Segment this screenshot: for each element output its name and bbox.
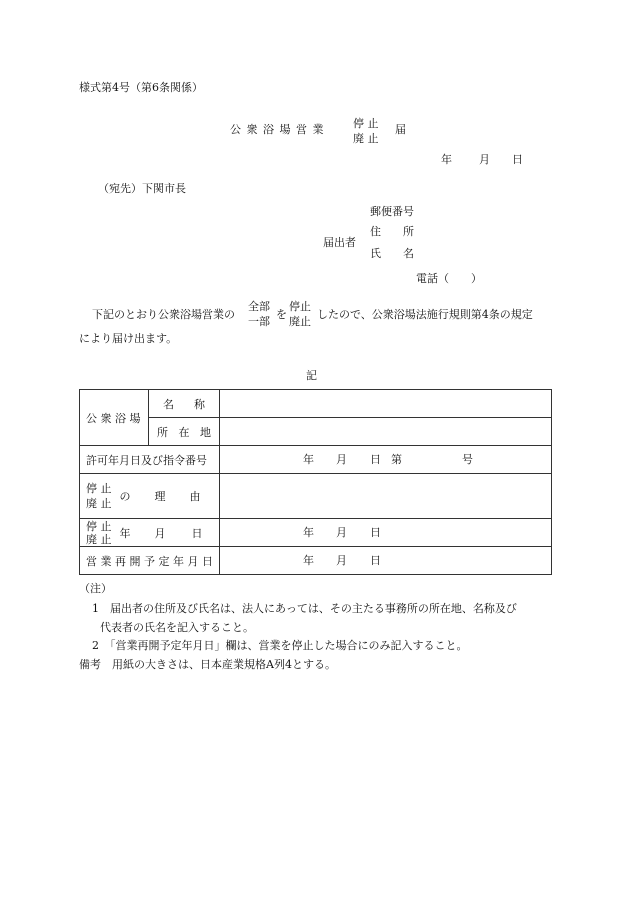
phone-label: 電話（ ） — [416, 272, 482, 285]
permit-field[interactable]: 年 月 日 第 号 — [220, 446, 552, 474]
table-row — [80, 519, 552, 547]
title-prefix: 公 衆 浴 場 営 業 — [230, 123, 325, 136]
action-stop: 停止 — [289, 300, 311, 313]
scope-choice — [248, 299, 270, 329]
ki-heading: 記 — [306, 369, 317, 382]
form-number: 様式第4号（第6条関係） — [79, 81, 203, 94]
postal-code-label: 郵便番号 — [370, 205, 414, 218]
notes-heading: （注） — [79, 582, 112, 595]
applicant-group-label: 届出者 — [323, 236, 356, 249]
date-day-label: 日 — [512, 153, 523, 166]
title-stop-abolish — [353, 116, 379, 146]
table-row — [80, 390, 552, 418]
name-label: 氏 名 — [370, 247, 414, 260]
statement-lead: 下記のとおり公衆浴場営業の — [92, 308, 235, 321]
note-1: 1 届出者の住所及び氏名は、法人にあっては、その主たる事務所の所在地、名称及び — [92, 602, 517, 615]
table-row — [80, 474, 552, 519]
remark: 備考 用紙の大きさは、日本産業規格A列4とする。 — [79, 658, 336, 671]
location-field[interactable] — [220, 418, 552, 446]
reopen-date-label: 営 業 再 開 予 定 年 月 日 — [80, 547, 220, 575]
reopen-date-field[interactable]: 年 月 日 — [220, 547, 552, 575]
address-label: 住 所 — [370, 225, 414, 238]
action-choice — [289, 299, 311, 329]
title-abolish: 廃 止 — [353, 132, 379, 145]
title-stop: 停 止 — [353, 117, 379, 130]
date-year-label: 年 — [441, 153, 452, 166]
statement-particle: を — [276, 308, 287, 321]
note-2: 2 「営業再開予定年月日」欄は、営業を停止した場合にのみ記入すること。 — [92, 639, 468, 652]
location-label: 所 在 地 — [149, 418, 220, 446]
reason-field[interactable] — [220, 474, 552, 519]
title-suffix: 届 — [395, 123, 406, 136]
statement-tail: したので、公衆浴場法施行規則第4条の規定 — [317, 308, 533, 321]
reason-label: 停 止 廃 止 の 理 由 — [80, 474, 220, 519]
table-row — [80, 446, 552, 474]
scope-all: 全部 — [248, 300, 270, 313]
permit-label: 許可年月日及び指令番号 — [80, 446, 220, 474]
facility-name-field[interactable] — [220, 390, 552, 418]
scope-part: 一部 — [248, 315, 270, 328]
action-abolish: 廃止 — [289, 315, 311, 328]
date-month-label: 月 — [479, 153, 490, 166]
facility-name-label: 名 称 — [149, 390, 220, 418]
addressee: （宛先）下関市長 — [98, 182, 186, 195]
stop-date-field[interactable]: 年 月 日 — [220, 519, 552, 547]
statement-line2: により届け出ます。 — [79, 332, 178, 345]
table-row — [80, 547, 552, 575]
bathhouse-label: 公 衆 浴 場 — [80, 390, 149, 446]
stop-date-label: 停 止 廃 止 年 月 日 — [80, 519, 220, 547]
table-row — [80, 418, 552, 446]
details-table — [79, 389, 552, 575]
note-1-cont: 代表者の氏名を記入すること。 — [100, 621, 254, 634]
